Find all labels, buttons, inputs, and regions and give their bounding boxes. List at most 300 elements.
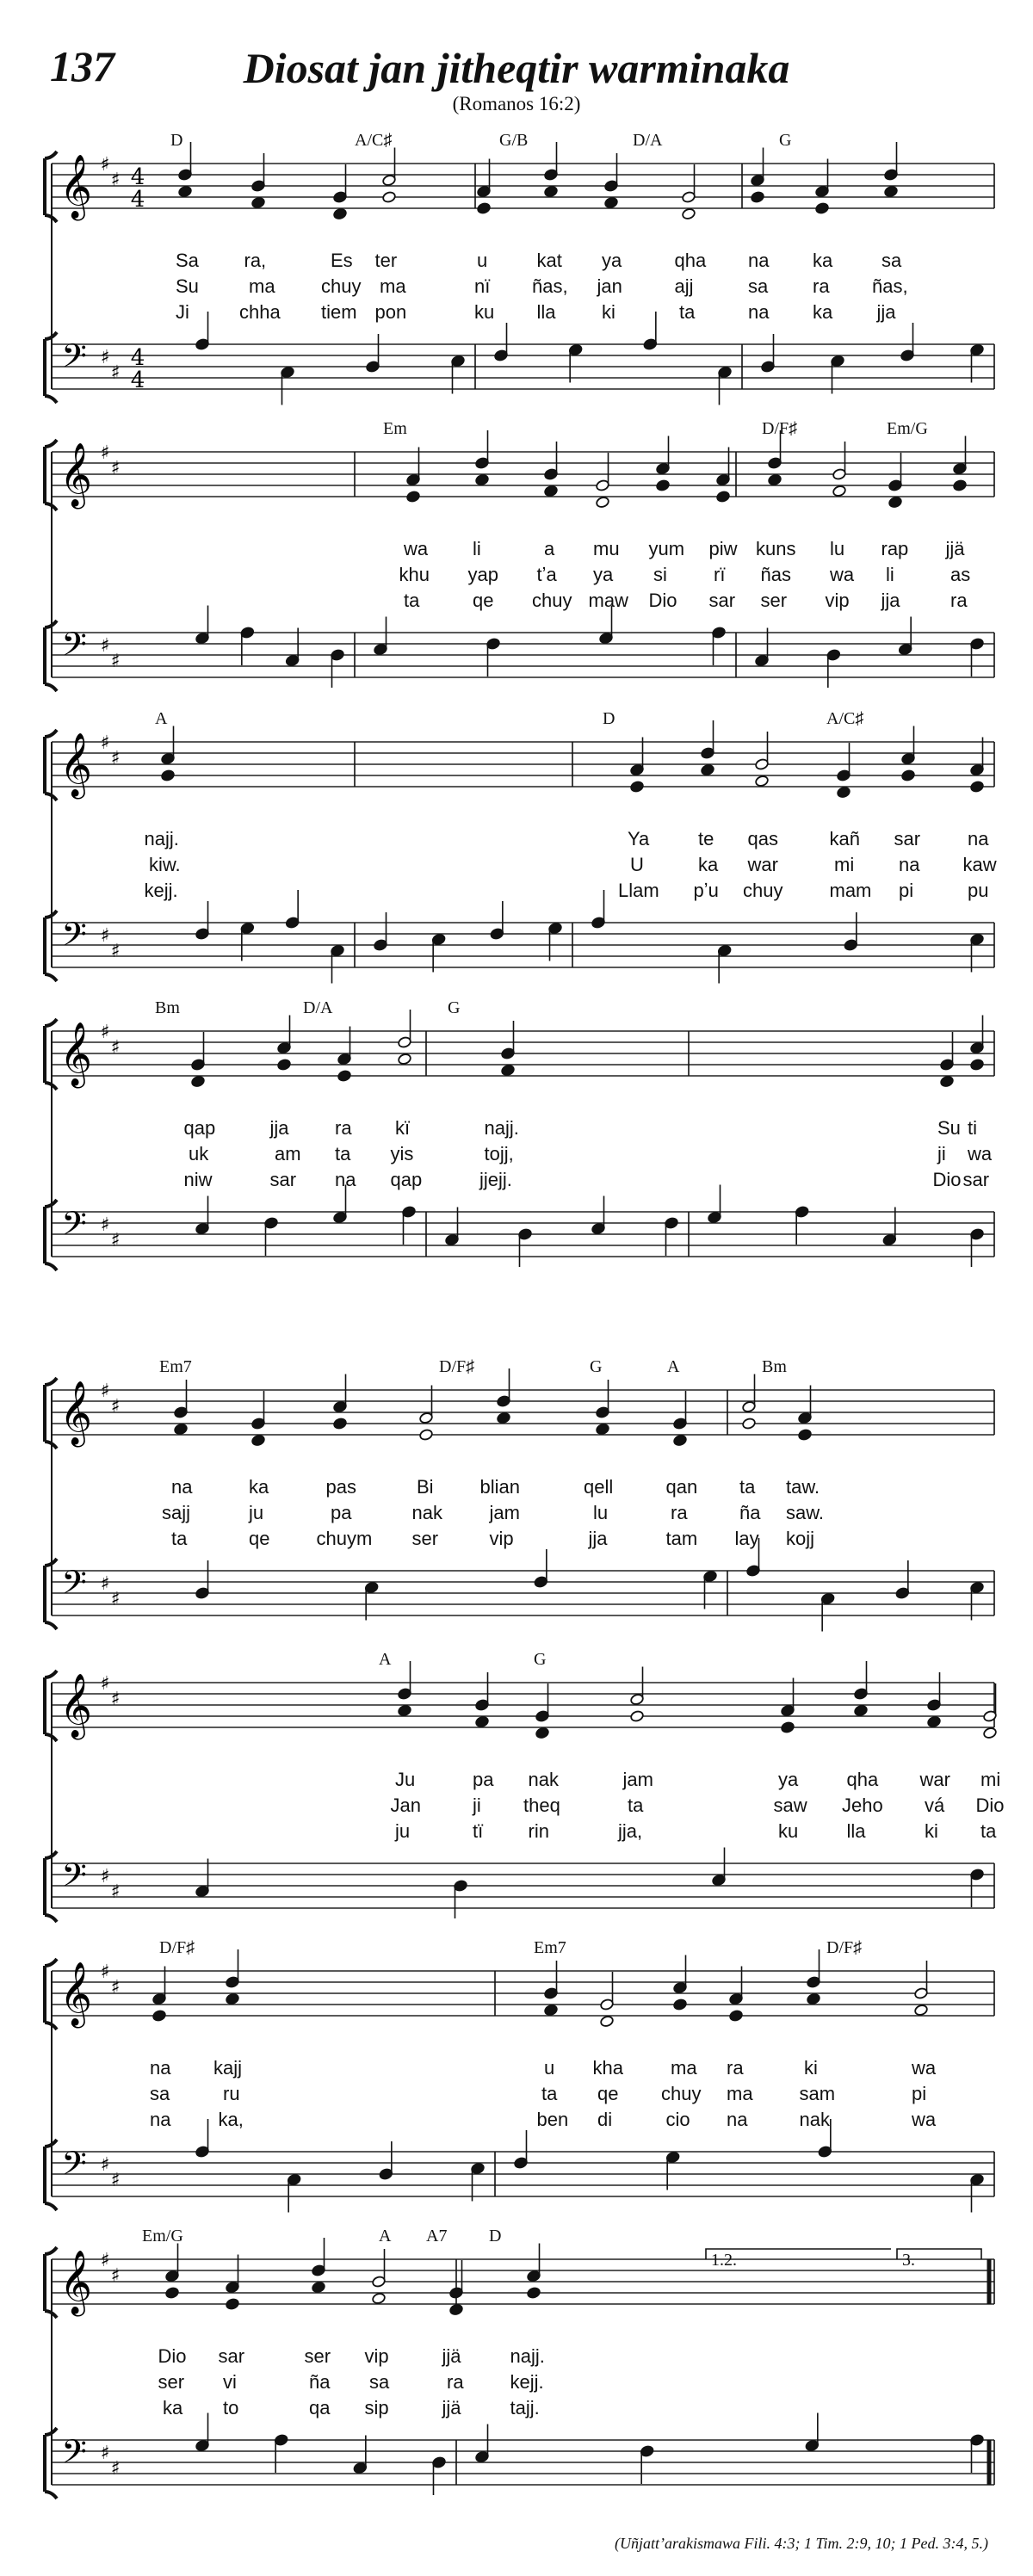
lyric-syllable: na (171, 1476, 193, 1498)
treble-clef: 𝄞 (59, 1674, 92, 1738)
alto-note (333, 1418, 348, 1430)
lyric-syllable: ra (727, 2057, 744, 2079)
lyric-syllable: na (968, 828, 989, 849)
lyric-syllable: jan (597, 275, 622, 297)
chord-symbol: D/F♯ (762, 419, 798, 438)
lyric-syllable: ser (760, 590, 788, 611)
key-sharp: ♯ (100, 347, 110, 368)
lyric-syllable: saw. (786, 1502, 825, 1523)
key-sharp: ♯ (110, 941, 121, 962)
lyric-syllable: ki (602, 301, 615, 323)
alto-note (815, 202, 830, 215)
lyric-syllable: jja (269, 1117, 289, 1139)
time-signature-bottom: 4 (130, 368, 145, 393)
lyric-syllable: lu (830, 538, 845, 559)
lyric-syllable: si (653, 564, 667, 585)
alto-note (716, 491, 731, 503)
lyric-syllable: vip (364, 2345, 389, 2367)
alto-note (832, 485, 847, 497)
lyric-syllable: ka (813, 301, 833, 323)
key-sharp: ♯ (100, 2154, 110, 2176)
hymn-title: Diosat jan jitheqtir warminaka (243, 44, 790, 92)
alto-note (768, 473, 782, 486)
lyric-syllable: sar (708, 590, 736, 611)
lyric-syllable: jjä (442, 2345, 461, 2367)
alto-note (953, 479, 968, 492)
alto-note (398, 1053, 412, 1066)
alto-note (226, 1992, 240, 2005)
alto-note (970, 1059, 985, 1072)
key-sharp: ♯ (110, 1689, 121, 1710)
lyric-syllable: ji (937, 1143, 946, 1164)
lyric-syllable: to (223, 2397, 239, 2418)
lyric-syllable: tï (473, 1820, 484, 1842)
chord-symbol: D/F♯ (159, 1938, 195, 1957)
key-sharp: ♯ (110, 1230, 121, 1251)
lyric-syllable: sar (218, 2345, 245, 2367)
lyric-syllable: qan (665, 1476, 698, 1498)
chord-symbol: D/A (633, 131, 663, 150)
lyric-syllable: ka (249, 1476, 269, 1498)
lyric-syllable: ta (980, 1820, 997, 1842)
lyric-syllable: sar (962, 1169, 990, 1190)
lyric-syllable: qas (747, 828, 778, 849)
lyric-syllable: mu (593, 538, 620, 559)
lyric-syllable: yap (467, 564, 498, 585)
lyric-syllable: am (275, 1143, 301, 1164)
lyric-syllable: ku (778, 1820, 799, 1842)
lyric-syllable: jja (881, 590, 900, 611)
alto-note (165, 2287, 180, 2300)
alto-note (901, 769, 916, 782)
alto-note (884, 185, 899, 198)
key-sharp: ♯ (110, 1396, 121, 1418)
alto-note (475, 1715, 490, 1728)
treble-clef: 𝄞 (59, 733, 92, 797)
lyric-syllable: pon (374, 301, 407, 323)
alto-note (382, 191, 397, 204)
lyric-syllable: nï (474, 275, 491, 297)
lyric-syllable: ra (813, 275, 830, 297)
lyric-syllable: ki (925, 1820, 938, 1842)
alto-note (701, 763, 715, 776)
chord-symbol: G (590, 1357, 603, 1376)
chord-symbol: G (448, 998, 461, 1017)
time-signature-top: 4 (130, 164, 145, 190)
lyric-syllable: tajj. (510, 2397, 540, 2418)
alto-note (544, 185, 559, 198)
lyric-syllable: ya (602, 250, 622, 271)
lyric-syllable: Jan (390, 1795, 421, 1816)
alto-note (226, 2298, 240, 2311)
lyric-syllable: Dio (932, 1169, 962, 1190)
key-sharp: ♯ (110, 362, 121, 384)
chord-symbol: Em/G (142, 2227, 183, 2246)
lyric-syllable: ya (778, 1769, 799, 1790)
lyric-syllable: pas (325, 1476, 356, 1498)
key-sharp: ♯ (100, 2250, 110, 2271)
alto-note (798, 1429, 813, 1442)
lyric-syllable: theq (523, 1795, 560, 1816)
alto-note (449, 2303, 464, 2316)
alto-note (940, 1075, 955, 1088)
lyric-syllable: ra (671, 1502, 688, 1523)
treble-clef: 𝄞 (59, 2251, 92, 2314)
lyric-syllable: ka, (218, 2109, 244, 2130)
lyric-syllable: wa (912, 2057, 937, 2079)
lyric-syllable: ser (158, 2371, 185, 2393)
lyric-syllable: ma (380, 275, 406, 297)
lyric-syllable: jam (622, 1769, 653, 1790)
lyric-syllable: vi (223, 2371, 237, 2393)
alto-note (604, 196, 619, 209)
lyric-syllable: kha (592, 2057, 623, 2079)
lyric-syllable: pʼu (693, 880, 719, 901)
lyric-syllable: qap (390, 1169, 423, 1190)
lyric-syllable: ta (739, 1476, 756, 1498)
key-sharp: ♯ (100, 635, 110, 657)
lyric-syllable: ta (679, 301, 696, 323)
alto-note (751, 191, 765, 204)
lyric-syllable: kaw (962, 854, 997, 875)
alto-note (337, 1070, 352, 1083)
chord-symbol: D/F♯ (439, 1357, 475, 1376)
lyric-syllable: najj. (144, 828, 179, 849)
lyric-syllable: jja, (618, 1820, 643, 1842)
lyric-syllable: a (544, 538, 555, 559)
chord-symbol: A7 (426, 2227, 448, 2246)
lyric-syllable: ku (474, 301, 495, 323)
lyric-syllable: ñas, (532, 275, 568, 297)
alto-note (333, 207, 348, 220)
lyric-syllable: te (698, 828, 714, 849)
alto-note (630, 781, 645, 794)
alto-note (152, 2010, 167, 2023)
lyric-syllable: Sa (176, 250, 199, 271)
alto-note (630, 1710, 645, 1723)
alto-note (398, 1704, 412, 1717)
lyric-syllable: li (473, 538, 481, 559)
key-sharp: ♯ (110, 2458, 121, 2480)
chord-symbol: D/F♯ (826, 1938, 863, 1957)
lyric-syllable: qe (249, 1528, 270, 1549)
lyric-syllable: chuy (661, 2083, 702, 2104)
lyric-syllable: qha (846, 1769, 879, 1790)
lyric-syllable: ju (249, 1502, 264, 1523)
alto-note (174, 1423, 189, 1436)
key-sharp: ♯ (100, 925, 110, 947)
chord-symbol: D (170, 131, 183, 150)
key-sharp: ♯ (110, 458, 121, 479)
lyric-syllable: chuy (532, 590, 572, 611)
lyric-syllable: mi (980, 1769, 1001, 1790)
alto-note (927, 1715, 942, 1728)
key-sharp: ♯ (100, 2443, 110, 2464)
alto-note (277, 1059, 292, 1072)
alto-note (406, 491, 421, 503)
lyric-syllable: ju (395, 1820, 411, 1842)
alto-note (596, 1423, 610, 1436)
bass-clef: 𝄢 (61, 1204, 87, 1251)
alto-note (596, 496, 610, 509)
lyric-syllable: nak (799, 2109, 830, 2130)
lyric-syllable: qe (473, 590, 494, 611)
volta-label: 3. (902, 2251, 915, 2270)
lyric-syllable: ter (374, 250, 398, 271)
lyric-syllable: ra (950, 590, 968, 611)
chord-symbol: A (155, 709, 168, 728)
alto-note (501, 1064, 516, 1077)
lyric-syllable: ña (309, 2371, 331, 2393)
lyric-syllable: kï (395, 1117, 411, 1139)
bass-clef: 𝄢 (61, 2432, 87, 2479)
lyric-syllable: wa (830, 564, 855, 585)
treble-clef: 𝄞 (59, 1962, 92, 2026)
lyric-syllable: chuym (316, 1528, 373, 1549)
chord-symbol: G (534, 1650, 547, 1669)
bass-clef: 𝄢 (61, 1563, 87, 1609)
lyric-syllable: sar (269, 1169, 297, 1190)
lyric-syllable: kiw. (149, 854, 181, 875)
lyric-syllable: mam (829, 880, 872, 901)
lyric-syllable: sam (799, 2083, 836, 2104)
alto-note (755, 775, 770, 788)
lyric-syllable: najj. (484, 1117, 519, 1139)
key-sharp: ♯ (100, 442, 110, 464)
lyric-syllable: di (597, 2109, 613, 2130)
chord-symbol: D (489, 2227, 502, 2246)
lyric-syllable: ti (968, 1117, 977, 1139)
chord-symbol: Em/G (887, 419, 928, 438)
lyric-syllable: sa (881, 250, 902, 271)
lyric-syllable: na (748, 250, 770, 271)
alto-note (983, 1727, 998, 1739)
chord-symbol: D (603, 709, 615, 728)
lyric-syllable: qell (584, 1476, 614, 1498)
lyric-syllable: yis (390, 1143, 414, 1164)
lyric-syllable: sa (748, 275, 769, 297)
lyric-syllable: ra, (244, 250, 267, 271)
alto-note (854, 1704, 869, 1717)
treble-clef: 𝄞 (59, 155, 92, 219)
alto-note (544, 2004, 559, 2017)
key-sharp: ♯ (110, 1977, 121, 1998)
lyric-syllable: qe (597, 2083, 619, 2104)
lyric-syllable: ma (727, 2083, 753, 2104)
lyric-syllable: ser (411, 1528, 439, 1549)
alto-note (673, 1434, 688, 1447)
bass-clef: 𝄢 (61, 337, 87, 383)
alto-note (419, 1429, 434, 1442)
time-signature-top: 4 (130, 345, 145, 371)
lyric-syllable: ra (335, 1117, 352, 1139)
lyric-syllable: ta (541, 2083, 558, 2104)
alto-note (497, 1412, 511, 1424)
lyric-syllable: na (335, 1169, 356, 1190)
lyric-syllable: ka (698, 854, 719, 875)
lyric-syllable: tojj, (484, 1143, 514, 1164)
lyric-syllable: ta (628, 1795, 644, 1816)
lyric-syllable: chuy (321, 275, 362, 297)
bass-clef: 𝄢 (61, 2144, 87, 2190)
treble-clef: 𝄞 (59, 1022, 92, 1086)
lyric-syllable: tam (665, 1528, 698, 1549)
lyric-syllable: uk (189, 1143, 209, 1164)
lyric-syllable: niw (183, 1169, 213, 1190)
lyric-syllable: pi (912, 2083, 927, 2104)
alto-note (251, 196, 266, 209)
chord-symbol: G/B (499, 131, 529, 150)
lyric-syllable: sar (894, 828, 921, 849)
lyric-syllable: yum (648, 538, 685, 559)
lyric-syllable: pi (899, 880, 914, 901)
lyric-syllable: vip (489, 1528, 514, 1549)
lyric-syllable: u (477, 250, 488, 271)
chord-symbol: Em7 (159, 1357, 192, 1376)
key-sharp: ♯ (100, 1866, 110, 1887)
chord-symbol: Bm (762, 1357, 787, 1376)
lyric-syllable: rap (881, 538, 909, 559)
lyric-syllable: ser (304, 2345, 331, 2367)
chord-symbol: A (667, 1357, 680, 1376)
lyric-syllable: kat (536, 250, 562, 271)
key-sharp: ♯ (100, 1573, 110, 1595)
lyric-syllable: ki (804, 2057, 818, 2079)
lyric-syllable: Ya (628, 828, 650, 849)
chord-symbol: A (379, 1650, 392, 1669)
lyric-syllable: ñas (760, 564, 791, 585)
lyric-syllable: Ju (395, 1769, 416, 1790)
lyric-syllable: ta (171, 1528, 188, 1549)
lyric-syllable: U (630, 854, 644, 875)
lyric-syllable: lla (536, 301, 556, 323)
chord-symbol: Em (383, 419, 407, 438)
lyric-syllable: jja (588, 1528, 608, 1549)
lyric-syllable: lla (846, 1820, 866, 1842)
lyric-syllable: vá (925, 1795, 945, 1816)
chord-symbol: A/C♯ (826, 709, 864, 728)
lyric-syllable: kojj (786, 1528, 815, 1549)
bass-clef: 𝄢 (61, 1856, 87, 1902)
lyric-syllable: jja (876, 301, 896, 323)
lyric-syllable: najj. (510, 2345, 545, 2367)
lyric-syllable: saw (773, 1795, 807, 1816)
alto-note (372, 2292, 387, 2305)
lyric-syllable: ka (163, 2397, 183, 2418)
lyric-syllable: na (150, 2057, 171, 2079)
lyric-syllable: kañ (829, 828, 860, 849)
alto-note (477, 202, 492, 215)
key-sharp: ♯ (100, 154, 110, 176)
treble-clef: 𝄞 (59, 443, 92, 507)
lyric-syllable: lu (593, 1502, 609, 1523)
lyric-syllable: nak (411, 1502, 442, 1523)
lyric-syllable: jjä (442, 2397, 461, 2418)
alto-note (475, 473, 490, 486)
lyric-syllable: wa (968, 1143, 993, 1164)
lyric-syllable: Dio (158, 2345, 187, 2367)
key-sharp: ♯ (100, 1381, 110, 1402)
lyric-syllable: qap (183, 1117, 216, 1139)
lyric-syllable: chuy (743, 880, 783, 901)
alto-note (729, 2010, 744, 2023)
alto-note (656, 479, 671, 492)
lyric-syllable: kajj (213, 2057, 243, 2079)
lyric-syllable: rï (714, 564, 726, 585)
alto-note (161, 769, 176, 782)
lyric-syllable: kuns (756, 538, 796, 559)
alto-note (673, 1998, 688, 2011)
alto-note (251, 1434, 266, 1447)
lyric-syllable: Ji (176, 301, 189, 323)
lyric-syllable: Su (937, 1117, 961, 1139)
lyric-syllable: pa (331, 1502, 352, 1523)
treble-clef: 𝄞 (59, 1381, 92, 1445)
lyric-syllable: cio (665, 2109, 690, 2130)
lyric-syllable: Dio (648, 590, 677, 611)
lyric-syllable: ñas, (872, 275, 908, 297)
alto-note (742, 1418, 757, 1430)
key-sharp: ♯ (110, 2170, 121, 2191)
chord-symbol: Bm (155, 998, 180, 1017)
lyric-syllable: wa (912, 2109, 937, 2130)
lyric-syllable: ya (593, 564, 614, 585)
lyric-syllable: war (747, 854, 778, 875)
lyric-syllable: Bi (417, 1476, 434, 1498)
lyric-syllable: khu (399, 564, 430, 585)
lyric-syllable: ña (739, 1502, 761, 1523)
lyric-syllable: pu (968, 880, 989, 901)
key-sharp: ♯ (100, 732, 110, 754)
scripture-footer: (Uñjattʼarakismawa Fili. 4:3; 1 Tim. 2:9, 10; 1 Ped. 3:4, 5.) (615, 2535, 988, 2552)
key-sharp: ♯ (100, 1022, 110, 1043)
lyric-syllable: sajj (162, 1502, 191, 1523)
lyric-syllable: na (748, 301, 770, 323)
alto-note (807, 1992, 821, 2005)
lyric-syllable: wa (404, 538, 429, 559)
lyric-syllable: kejj. (510, 2371, 544, 2393)
alto-note (544, 485, 559, 497)
lyric-syllable: Es (331, 250, 353, 271)
key-sharp: ♯ (110, 651, 121, 672)
chord-symbol: A (379, 2227, 392, 2246)
time-signature-bottom: 4 (130, 187, 145, 213)
lyric-syllable: ta (335, 1143, 351, 1164)
hymn-number: 137 (50, 42, 114, 90)
lyric-syllable: ajj (674, 275, 694, 297)
alto-note (970, 781, 985, 794)
alto-note (888, 496, 903, 509)
chord-symbol: D/A (303, 998, 333, 1017)
lyric-syllable: ma (671, 2057, 697, 2079)
key-sharp: ♯ (110, 2265, 121, 2287)
lyric-syllable: sip (364, 2397, 389, 2418)
lyric-syllable: na (899, 854, 920, 875)
lyric-syllable: jam (489, 1502, 520, 1523)
lyric-syllable: ka (813, 250, 833, 271)
lyric-syllable: jjejj. (479, 1169, 512, 1190)
lyric-syllable: ta (404, 590, 420, 611)
lyric-syllable: sa (369, 2371, 390, 2393)
alto-note (682, 207, 696, 220)
lyric-syllable: blian (479, 1476, 520, 1498)
bass-clef: 𝄢 (61, 625, 87, 671)
lyric-syllable: qha (674, 250, 707, 271)
chord-symbol: A/C♯ (355, 131, 393, 150)
lyric-syllable: chha (239, 301, 281, 323)
lyric-syllable: Jeho (842, 1795, 883, 1816)
lyric-syllable: Su (176, 275, 199, 297)
